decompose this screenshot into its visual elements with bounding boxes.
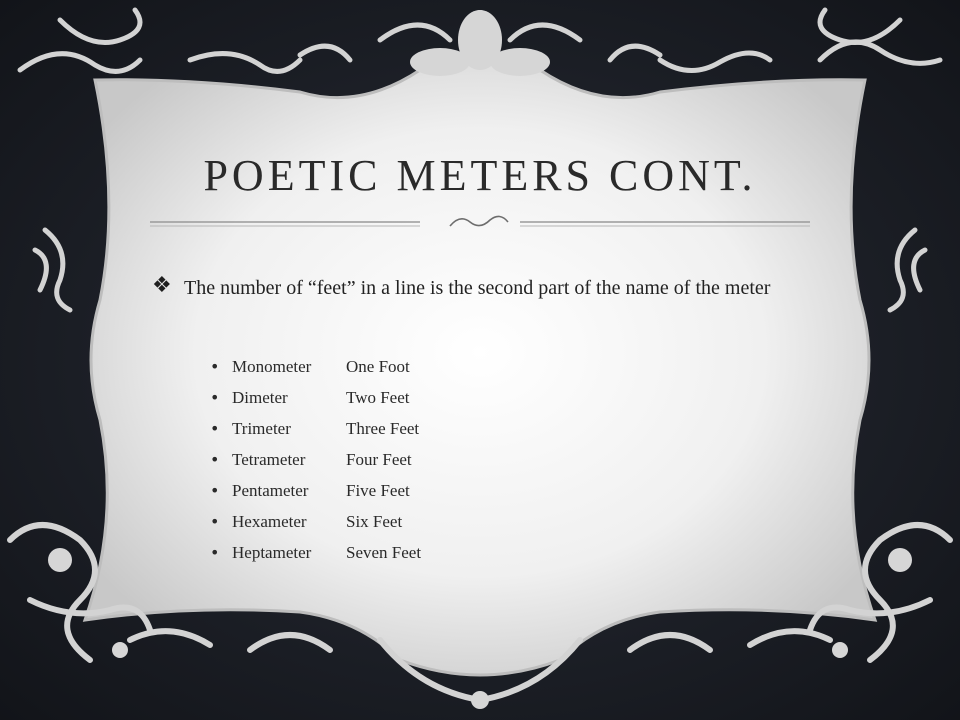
meter-description: One Foot xyxy=(346,357,410,376)
bullet-icon: • xyxy=(210,419,220,438)
meter-description: Four Feet xyxy=(346,450,412,469)
meter-term: Hexameter xyxy=(232,512,307,531)
bullet-icon: • xyxy=(210,450,220,469)
meter-description: Seven Feet xyxy=(346,543,422,562)
meter-description: Six Feet xyxy=(346,512,403,531)
meter-term: Dimeter xyxy=(232,388,288,407)
meter-term: Pentameter xyxy=(232,481,309,500)
meter-description: Two Feet xyxy=(346,388,410,407)
bullet-icon: • xyxy=(210,388,220,407)
bullet-icon: • xyxy=(210,512,220,531)
meter-description: Five Feet xyxy=(346,481,410,500)
meter-term: Tetrameter xyxy=(232,450,306,469)
lead-paragraph: The number of “feet” in a line is the second part of the name of the meter xyxy=(184,277,771,299)
meter-term: Monometer xyxy=(232,357,312,376)
meter-description: Three Feet xyxy=(346,419,420,438)
bullet-icon: • xyxy=(210,357,220,376)
bullet-icon: • xyxy=(210,481,220,500)
diamond-flower-icon: ❖ xyxy=(152,273,172,298)
meter-term: Trimeter xyxy=(232,419,291,438)
slide-title: POETIC METERS CONT. xyxy=(203,151,757,200)
bullet-icon: • xyxy=(210,543,220,562)
meter-term: Heptameter xyxy=(232,543,312,562)
